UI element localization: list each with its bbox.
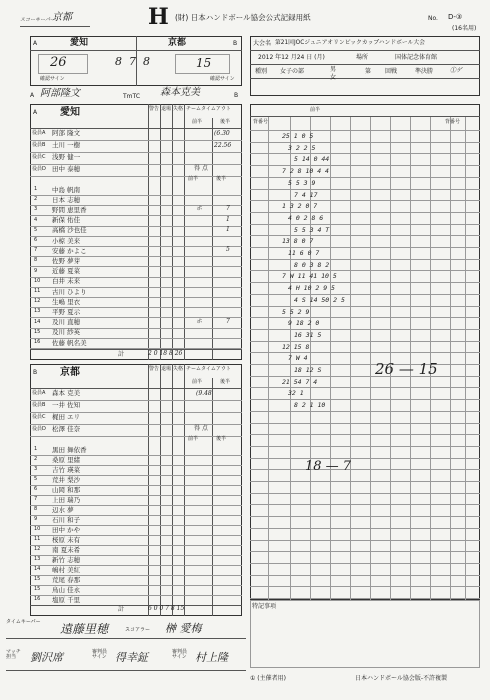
venue: 国体記念体育館 [395,54,438,61]
team-a-table-label: A [33,109,38,116]
org-logo: H [148,4,169,30]
grid-row [250,540,480,541]
running-score-entry: 3 2 2 5 [288,143,316,152]
player-name: 吉竹 瑛菜 [52,465,81,474]
sign-b: 森本克美 [160,87,200,98]
official-role: 役員D [32,166,46,172]
player-no: 15 [34,586,41,592]
scorekeeper: 榊 愛梅 [165,622,202,635]
player-name: 中島 帆南 [52,185,81,194]
score-b: 15 [196,56,212,70]
team-a-half2: 後半 [216,176,227,182]
player-no: 1 [34,446,38,452]
grid-row [250,352,480,353]
player-no: 7 [34,247,38,254]
grid-row [250,387,480,388]
grid-row [250,200,480,201]
team-b-to-1: (9.48 [196,390,212,397]
player-name: 田中 かや [52,525,81,534]
player-name: 黒田 舞依香 [52,445,87,454]
player-name: 日本 志穂 [52,195,81,204]
player-no: 6 [34,237,38,243]
player-goals-h1: ホ [196,317,203,325]
category: 女子の部 [280,68,305,75]
grid-row [250,469,480,470]
player-goals-h1: ホ [196,205,203,213]
grid-row [250,516,480,517]
sign-a: 阿部隆文 [40,88,80,99]
team-a-to-2: 22.56 [214,142,232,149]
player-name: 安藤 かよこ [52,246,87,255]
issuer-label: ① (主催者用) [250,675,286,682]
official-name: 森本 克美 [52,389,81,397]
sign-b-label: 確認サイン [210,76,235,82]
running-score-entry: 4 H 10 2 9 5 [288,284,335,293]
rs-header-half: 前半 [310,107,321,113]
team-a-label: A [33,40,38,47]
player-no: 16 [34,596,41,602]
form-no-value: D-③ [448,13,463,21]
player-name: 生嶋 里衣 [52,297,81,306]
running-score-entry: 4 0 2 8 6 [288,213,324,222]
player-goals-h2: 1 [226,225,230,233]
row-line [30,176,242,177]
venue-label: 場所 [356,54,369,61]
team-b-half2: 後半 [216,436,227,442]
grid-row [250,317,480,318]
team-b-table-label: B [33,369,38,376]
player-no: 8 [34,506,38,512]
referee-label-3: 審判員 サイン [172,649,188,660]
grid-row [250,212,480,213]
player-name: 嶋村 美紅 [52,565,81,574]
player-name: 荒尾 春那 [52,575,81,584]
player-name: 鳥山 佳永 [52,585,81,594]
grid-row [250,189,480,190]
player-goals-h2: 7 [226,205,230,213]
running-score-entry: 18 12 S [294,366,322,374]
running-score-entry: 7 2 8 10 4 4 [282,167,329,176]
running-score-entry: 25 1 0 5 [282,132,314,140]
stage: 準決勝 [415,68,434,75]
player-name: 近藤 夏菜 [52,267,81,276]
team-b-name: 京都 [168,38,187,48]
running-score-entry: 5 5 3 4 T [294,225,330,234]
player-no: 12 [34,298,41,305]
player-no: 12 [34,546,41,552]
running-score-entry: 8 0 3 8 2 [294,260,330,269]
team-b-table-title: 京都 [60,367,80,378]
official-role: 役員C [32,154,46,160]
timekeeper: 遠藤里穂 [60,622,109,636]
grid-row [250,434,480,435]
gender-f: 女 [330,74,337,81]
official-role: 役員C [32,414,46,420]
grid-row [250,259,480,260]
grid-row [250,399,480,400]
official-name: 土川 一樹 [52,141,81,149]
team-a-col-to: チームタイムアウト [186,106,231,112]
official-name: 梶田 エリ [52,413,81,421]
grid-row [250,376,480,377]
grid-row [250,177,480,178]
grid-row [250,153,480,154]
official-role: 役員A [32,390,46,396]
player-no: 13 [34,556,41,562]
team-b-col-dq: 失格 [173,366,184,372]
grid-row [250,481,480,482]
special-notes-label: 特記事項 [252,603,277,610]
grid-row [250,411,480,412]
official-role: 役員D [32,426,46,432]
running-score-entry: 4 S 14 50 2 5 [294,295,345,304]
referee-1: 劉沢席 [30,651,63,664]
team-a-total-label: 計 [118,351,125,358]
player-no: 15 [34,576,41,582]
scorer-line [20,26,90,27]
running-score-entry: 1 3 2 0 7 [282,202,318,211]
stage-no: ①ゲ [450,67,463,74]
player-no: 7 [34,496,38,502]
special-notes-box [250,600,480,668]
player-name: 及川 直穂 [52,318,81,327]
team-a-col-h1: 前半 [192,119,203,125]
player-name: 上田 瑞乃 [52,495,81,504]
team-a-totals: 2 0 18 8 26 [148,350,183,357]
grid-row [250,528,480,529]
grid-row [250,575,480,576]
rs-header-no-a: 背番号 [253,119,269,125]
player-name: 及川 紗英 [52,328,81,337]
referee-3: 村上隆 [195,651,228,664]
player-name: 塩原 千里 [52,595,81,604]
player-no: 11 [34,288,41,294]
grid-row [250,235,480,236]
half2-result: 18 — 7 [305,459,352,474]
running-score-entry: 16 31 5 [294,330,322,339]
player-no: 2 [34,196,38,203]
grid-row [250,364,480,365]
half1-result: 26 — 15 [375,360,438,378]
referee-label-1: マッチ 担当 [6,649,21,660]
event-name: 第21回JOCジュニアオリンピックカップハンドボール大会 [275,40,425,46]
player-goals-h2: 7 [226,317,230,325]
grid-row [250,142,480,143]
scorer-value: 京都 [52,12,72,23]
team-a-col-warn: 警告 [149,106,160,112]
player-no: 14 [34,318,41,325]
player-no: 4 [34,216,38,223]
running-score-entry: 13 8 0 7 [282,237,314,246]
category-label: 種別 [255,68,268,75]
official-name: 阿部 隆文 [52,129,81,137]
running-score-entry: 12 15 8 [282,342,310,351]
grid-row [250,130,480,131]
player-no: 8 [34,257,38,264]
player-name: 新竹 志穂 [52,555,81,564]
player-name: 佐藤 帆名美 [52,338,87,347]
running-score-entry: 11 6 0 7 [288,249,320,257]
official-name: 田中 泰穂 [52,165,81,173]
team-a-to-1: (6.30 [214,130,230,137]
gender-m: 男 [330,66,337,73]
running-score-entry: 32 1 [288,389,304,398]
capacity-label: (16名用) [452,25,477,32]
player-name: 白井 未来 [52,277,81,286]
official-role: 役員B [32,142,46,148]
rs-header-no-b: 背番号 [445,119,461,125]
player-goals-h2: 1 [226,215,230,223]
match-date: 2012 年12 月24 日 (月) [258,54,325,61]
player-no: 10 [34,526,41,532]
team-b-totals: 6 0 0 7 8 15 [148,605,185,612]
player-no: 3 [34,466,38,472]
team-b-col-to: チームタイムアウト [186,366,231,372]
team-a-half1: 前半 [188,176,199,182]
grid-row [250,458,480,459]
player-name: 石川 和子 [52,515,81,524]
grid-row [250,423,480,424]
running-score-entry: 7 4 17 [294,190,318,199]
player-name: 古川 ひより [52,287,87,296]
score-mid: 8 7 8 [115,55,150,68]
grid-row [250,224,480,225]
round-label: 第 [365,68,372,75]
player-no: 6 [34,486,38,492]
team-b-total-label: 計 [118,606,125,613]
player-no: 9 [34,516,38,522]
team-a-col-exclude: 退場 [161,106,172,112]
official-role: 役員A [32,130,46,136]
player-no: 3 [34,206,38,213]
player-name: 平野 夏示 [52,307,81,316]
running-score-entry: 21 54 7 4 [282,377,318,386]
tm-label: TmTC [123,93,141,100]
grid-row [250,247,480,248]
team-a-col-h2: 後半 [220,119,231,125]
player-name: 小椋 美来 [52,236,81,245]
timekeeper-label: タイムキーパー [6,619,41,625]
running-score-entry: 5 14 0 44 [294,155,330,164]
team-a-score-header: 得 点 [194,165,208,172]
grid-row [250,504,480,505]
team-b-label: B [233,40,238,47]
official-name: 一井 佐知 [52,401,81,409]
grid-row [250,341,480,342]
grid-row [250,446,480,447]
round-text: 回戦 [385,68,398,75]
grid-row [250,165,480,166]
player-no: 1 [34,186,38,192]
grid-row [250,563,480,564]
player-no: 13 [34,308,41,315]
official-role: 役員B [32,402,46,408]
player-no: 10 [34,277,41,284]
player-no: 14 [34,566,41,572]
player-name: 新保 佑佳 [52,216,81,225]
player-name: 荒井 梨沙 [52,475,81,484]
player-name: 南 夏未希 [52,545,81,554]
player-no: 15 [34,328,41,335]
sign-a-label: 確認サイン [40,76,65,82]
player-no: 11 [34,536,41,542]
org-title: (財) 日本ハンドボール協会公式記録用紙 [175,13,311,22]
running-score-entry: 7 W 11 41 10 5 [282,272,337,281]
player-no: 5 [34,226,38,233]
grid-row [250,329,480,330]
org-footer: 日本ハンドボール協会版-不許複製 [355,675,448,682]
player-no: 2 [34,456,38,462]
team-b-col-warn: 警告 [149,366,160,372]
player-name: 桑原 里緒 [52,455,81,464]
grid-row [250,294,480,295]
player-no: 5 [34,476,38,482]
player-name: 山岡 和那 [52,485,81,494]
page-header [0,0,490,36]
referee-2: 得幸鉦 [115,651,148,664]
running-score-entry: 5 5 2 9 [282,307,310,316]
grid-row [250,493,480,494]
team-b-half1: 前半 [188,436,199,442]
team-b-col-exclude: 退場 [161,366,172,372]
player-no: 9 [34,267,38,274]
referee-label-2: 審判員 サイン [92,649,108,660]
team-b-col-h2: 後半 [220,379,231,385]
team-b-score-header: 得 点 [194,425,208,432]
grid-row [250,282,480,283]
row-line [30,436,242,437]
scorekeeper-label: スコアラー [125,627,151,633]
official-name: 松澤 佳奈 [52,425,81,433]
grid-header-line [250,116,480,117]
grid-row [250,598,480,599]
player-name: 高橋 沙也佳 [52,226,87,235]
running-score-entry: 7 W 4 [288,354,308,363]
team-a-name: 愛知 [70,38,89,48]
player-goals-h2: 5 [226,246,230,254]
running-score-entry: 8 2 1 10 [294,401,326,410]
team-a-table-title: 愛知 [60,107,80,118]
grid-row [250,586,480,587]
running-score-entry: 5 5 3 9 [288,178,316,187]
player-name: 佐野 夢芽 [52,256,81,265]
scorer-label: スコーキーパー [20,17,55,23]
team-b-col-h1: 前半 [192,379,203,385]
grid-row [250,551,480,552]
grid-row [250,270,480,271]
event-label: 大会名 [253,40,272,47]
grid-row [250,306,480,307]
form-no-label: No. [428,15,438,22]
player-name: 桜原 未有 [52,535,81,544]
player-name: 野間 恵里香 [52,205,87,214]
official-name: 浅野 健一 [52,153,81,161]
team-a-col-dq: 失格 [173,106,184,112]
score-a: 26 [50,55,67,70]
player-name: 辺水 夢 [52,505,74,514]
player-no: 16 [34,339,41,345]
running-score-entry: 9 18 2 0 [288,319,320,328]
